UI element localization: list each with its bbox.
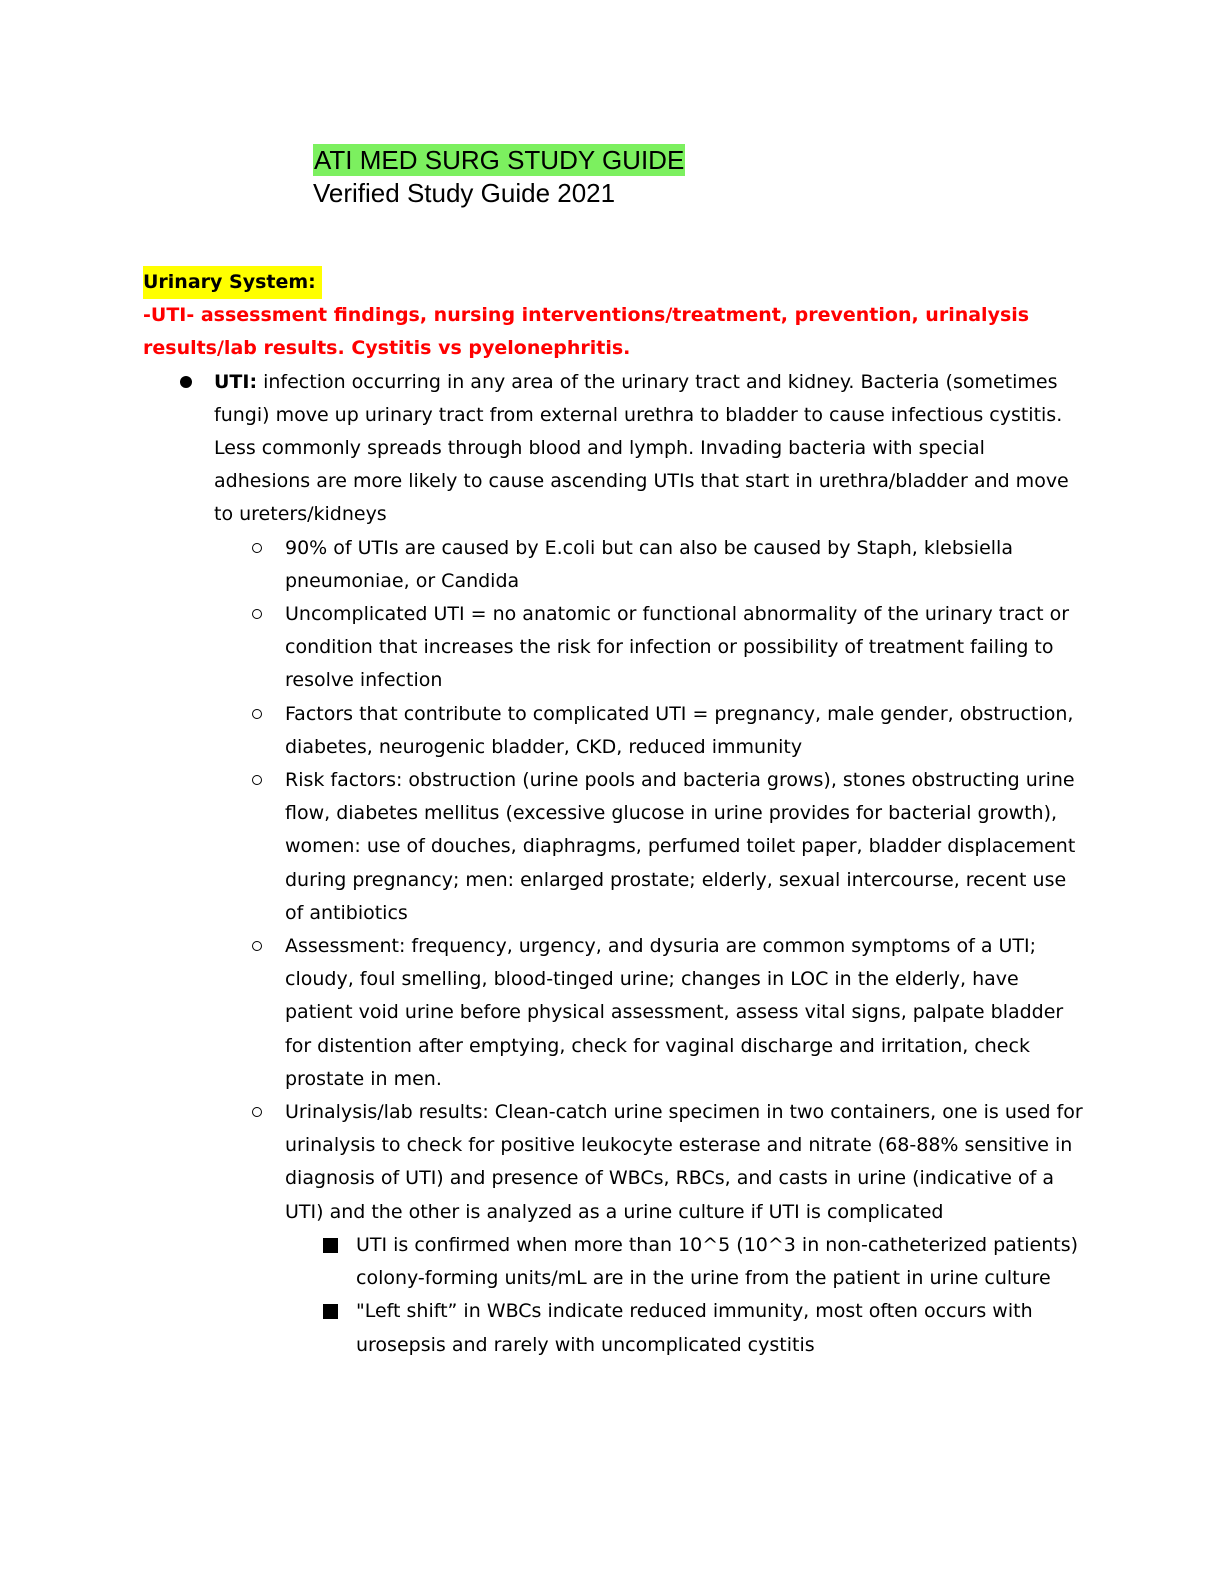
list-item: [214, 532, 1083, 598]
section-heading: Urinary System:: [143, 266, 322, 299]
hollow-bullet-icon: [252, 543, 262, 553]
list-item: [214, 698, 1083, 764]
subpoint-text: UTI is confirmed when more than 10^5 (10^3 in non-catheterized patients) colony-forming units/mL are in the urine from the patient in urine culture: [356, 1233, 1079, 1290]
title-block: [313, 144, 685, 210]
list-item: [214, 1096, 1083, 1362]
point-text: Risk factors: obstruction (urine pools and bacteria grows), stones obstructing urine flow, diabetes mellitus (excessive glucose in urine provides for bacterial growth), women: use of douches, diaphragms, perfumed toilet paper, bladder displacement during pregnancy; men: enlarged prostate; elderly, sexual intercourse, recent use of antibiotics: [285, 769, 1076, 924]
subpoint-text: "Left shift” in WBCs indicate reduced immunity, most often occurs with urosepsis and rarely with uncomplicated cystitis: [356, 1300, 1033, 1356]
uti-definition: infection occurring in any area of the urinary tract and kidney. Bacteria (sometimes fungi) move up urinary tract from external urethra to bladder to cause infectious cystitis. Less commonly spreads through blood and lymph. Invading bacteria with special adhesions are more likely to cause ascending UTIs that start in urethra/bladder and move to ureters/kidneys: [214, 370, 1069, 526]
list-item: [214, 598, 1083, 698]
square-bullet-icon: [323, 1304, 338, 1319]
document-body: [143, 266, 1083, 1362]
list-item: [214, 764, 1083, 930]
uti-list: [143, 366, 1083, 1362]
list-item: [285, 1295, 1083, 1361]
hollow-bullet-icon: [252, 609, 262, 619]
list-item: [285, 1229, 1083, 1295]
uti-term: UTI:: [214, 370, 258, 393]
hollow-bullet-icon: [252, 1107, 262, 1117]
uti-points-list: [214, 532, 1083, 1362]
hollow-bullet-icon: [252, 775, 262, 785]
hollow-bullet-icon: [252, 941, 262, 951]
lab-subpoints-list: [285, 1229, 1083, 1362]
list-item: [214, 930, 1083, 1096]
uti-item: [143, 366, 1083, 1362]
point-text: Assessment: frequency, urgency, and dysuria are common symptoms of a UTI; cloudy, foul smelling, blood-tinged urine; changes in LOC in the elderly, have patient void urine before physical assessment, assess vital signs, palpate bladder for distention after emptying, check for vaginal discharge and irritation, check prostate in men.: [285, 935, 1064, 1090]
hollow-bullet-icon: [252, 709, 262, 719]
topic-line: -UTI- assessment findings, nursing interventions/treatment, prevention, urinalysis results/lab results. Cystitis vs pyelonephritis.: [143, 304, 1030, 360]
document-subtitle: Verified Study Guide 2021: [313, 178, 616, 208]
point-text: 90% of UTIs are caused by E.coli but can also be caused by Staph, klebsiella pneumoniae, or Candida: [285, 536, 1013, 592]
point-text: Urinalysis/lab results: Clean-catch urine specimen in two containers, one is used for urinalysis to check for positive leukocyte esterase and nitrate (68-88% sensitive in diagnosis of UTI) and presence of WBCs, RBCs, and casts in urine (indicative of a UTI) and the other is analyzed as a urine culture if UTI is complicated: [285, 1101, 1083, 1223]
point-text: Factors that contribute to complicated UTI = pregnancy, male gender, obstruction, diabetes, neurogenic bladder, CKD, reduced immunity: [285, 702, 1074, 758]
square-bullet-icon: [323, 1238, 338, 1253]
point-text: Uncomplicated UTI = no anatomic or functional abnormality of the urinary tract or condition that increases the risk for infection or possibility of treatment failing to resolve infection: [285, 603, 1070, 692]
filled-bullet-icon: [180, 376, 192, 388]
document-title: ATI MED SURG STUDY GUIDE: [314, 145, 685, 175]
